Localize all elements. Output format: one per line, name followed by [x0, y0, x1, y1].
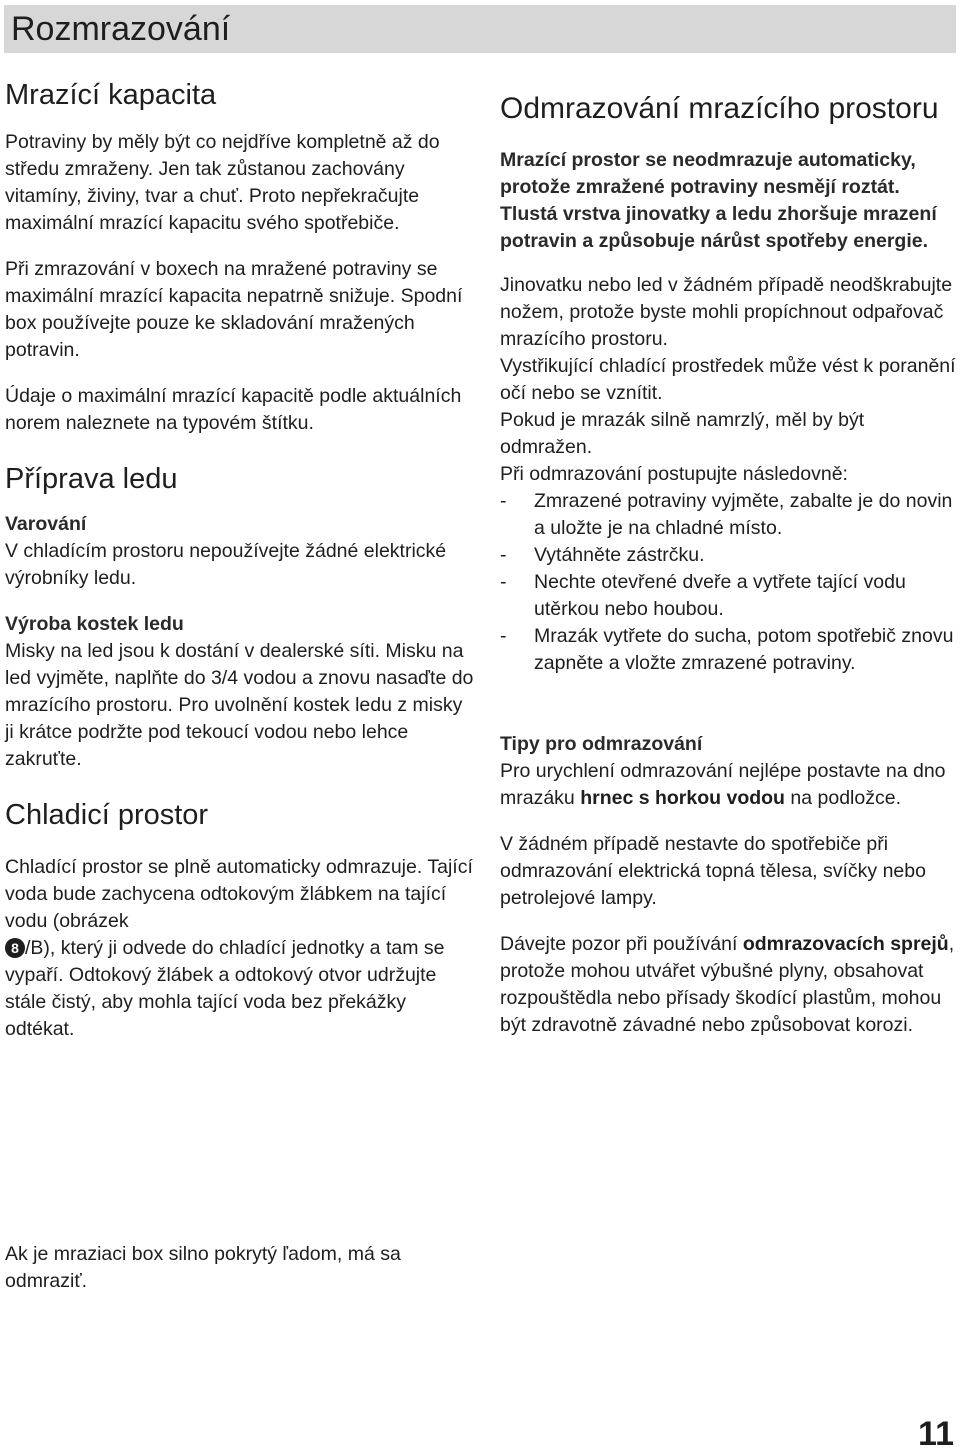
section-title-freezer-defrosting: Odmrazování mrazícího prostoru	[500, 92, 939, 125]
paragraph	[500, 931, 958, 1039]
tips-heading: Tipy pro odmrazování	[500, 733, 703, 755]
bold-text: hrnec s horkou vodou	[580, 787, 785, 809]
paragraph: Údaje o maximální mrazící kapacitě podle aktuálních norem naleznete na typovém štítku.	[5, 385, 462, 434]
list-item-text: Mrazák vytřete do sucha, potom spotřebič znovu zapněte a vložte zmrazené potraviny.	[534, 625, 954, 674]
warning-text: V chladícím prostoru nepoužívejte žádné elektrické výrobníky ledu.	[5, 540, 447, 589]
figure-number-badge: 8	[5, 938, 25, 958]
bold-text: odmrazovacích sprejů	[742, 933, 949, 955]
list-item	[500, 569, 958, 623]
list-item	[500, 623, 958, 677]
list-item-text: Nechte otevřené dveře a vytřete tající vodu utěrkou nebo houbou.	[534, 571, 906, 620]
text-span: Pro urychlení odmrazování nejlépe postavte na dno mrazáku	[500, 760, 946, 809]
right-column	[500, 90, 958, 1039]
page-title: Rozmrazování	[11, 10, 231, 48]
list-item-text: Zmrazené potraviny vyjměte, zabalte je do novin a uložte je na chladné místo.	[534, 490, 953, 539]
ice-cubes-heading: Výroba kostek ledu	[5, 613, 184, 635]
text-span: Chladící prostor se plně automaticky odmrazuje. Tající voda bude zachycena odtokovým žlábkem na tající vodu (obrázek	[5, 856, 473, 932]
warning-heading: Varování	[5, 513, 87, 535]
page-number: 11	[918, 1415, 954, 1453]
section-title-ice-making: Příprava ledu	[5, 463, 178, 495]
left-column	[5, 76, 475, 1043]
paragraph: Potraviny by měly být co nejdříve kompletně až do středu zmraženy. Jen tak zůstanou zachovány vitamíny, živiny, tvar a chuť. Proto nepřekračujte maximální mrazící kapacitu svého spotřebiče.	[5, 131, 440, 234]
section-title-fridge-compartment: Chladicí prostor	[5, 799, 209, 831]
list-item	[500, 488, 958, 542]
paragraph: Vystřikující chladící prostředek může vést k poranění očí nebo se vznítit.	[500, 355, 956, 404]
dash-bullet: -	[500, 571, 507, 593]
ice-cubes-text: Misky na led jsou k dostání v dealerské síti. Misku na led vyjměte, naplňte do 3/4 vodou a znovu nasaďte do mrazícího prostoru. Pro uvolnění kostek ledu z misky ji krátce podržte pod tekoucí vodou nebo lehce zakruťte.	[5, 640, 474, 770]
text-span: na podložce.	[784, 787, 901, 809]
dash-bullet: -	[500, 544, 507, 566]
paragraph: Při zmrazování v boxech na mražené potraviny se maximální mrazící kapacita nepatrně snižuje. Spodní box používejte pouze ke skladování mražených potravin.	[5, 258, 463, 361]
bold-intro: Mrazící prostor se neodmrazuje automaticky, protože zmražené potraviny nesmějí roztát. Tlustá vrstva jinovatky a ledu zhoršuje mrazení potravin a způsobuje nárůst spotřeby energie.	[500, 149, 937, 252]
text-span: Dávejte pozor při používání	[500, 933, 743, 955]
paragraph: Jinovatku nebo led v žádném případě neodškrabujte nožem, protože byste mohli propíchnout odpařovač mrazícího prostoru.	[500, 274, 953, 350]
tips-text	[500, 758, 958, 812]
text-span: /B), který ji odvede do chladící jednotky a tam se vypaří. Odtokový žlábek a odtokový otvor udržujte stále čistý, aby mohla tající voda bez překážky odtékat.	[5, 937, 445, 1040]
steps-list	[500, 488, 958, 677]
list-item	[500, 542, 958, 569]
section-title-freezing-capacity: Mrazící kapacita	[5, 79, 217, 111]
list-item-text: Vytáhněte zástrčku.	[534, 544, 705, 566]
footnote-text: Ak je mraziaci box silno pokrytý ľadom, má sa odmraziť.	[5, 1243, 401, 1292]
text-span: , protože mohou utvářet výbušné plyny, obsahovat rozpouštědla nebo přísady škodící plastům, mohou být zdravotně závadné nebo způsobovat korozi.	[500, 933, 955, 1036]
paragraph	[5, 854, 475, 1043]
paragraph: Při odmrazování postupujte následovně:	[500, 463, 848, 485]
footnote	[5, 1241, 475, 1295]
dash-bullet: -	[500, 490, 507, 512]
paragraph: V žádném případě nestavte do spotřebiče při odmrazování elektrická topná tělesa, svíčky nebo petrolejové lampy.	[500, 833, 926, 909]
dash-bullet: -	[500, 625, 507, 647]
paragraph: Pokud je mrazák silně namrzlý, měl by být odmražen.	[500, 409, 865, 458]
